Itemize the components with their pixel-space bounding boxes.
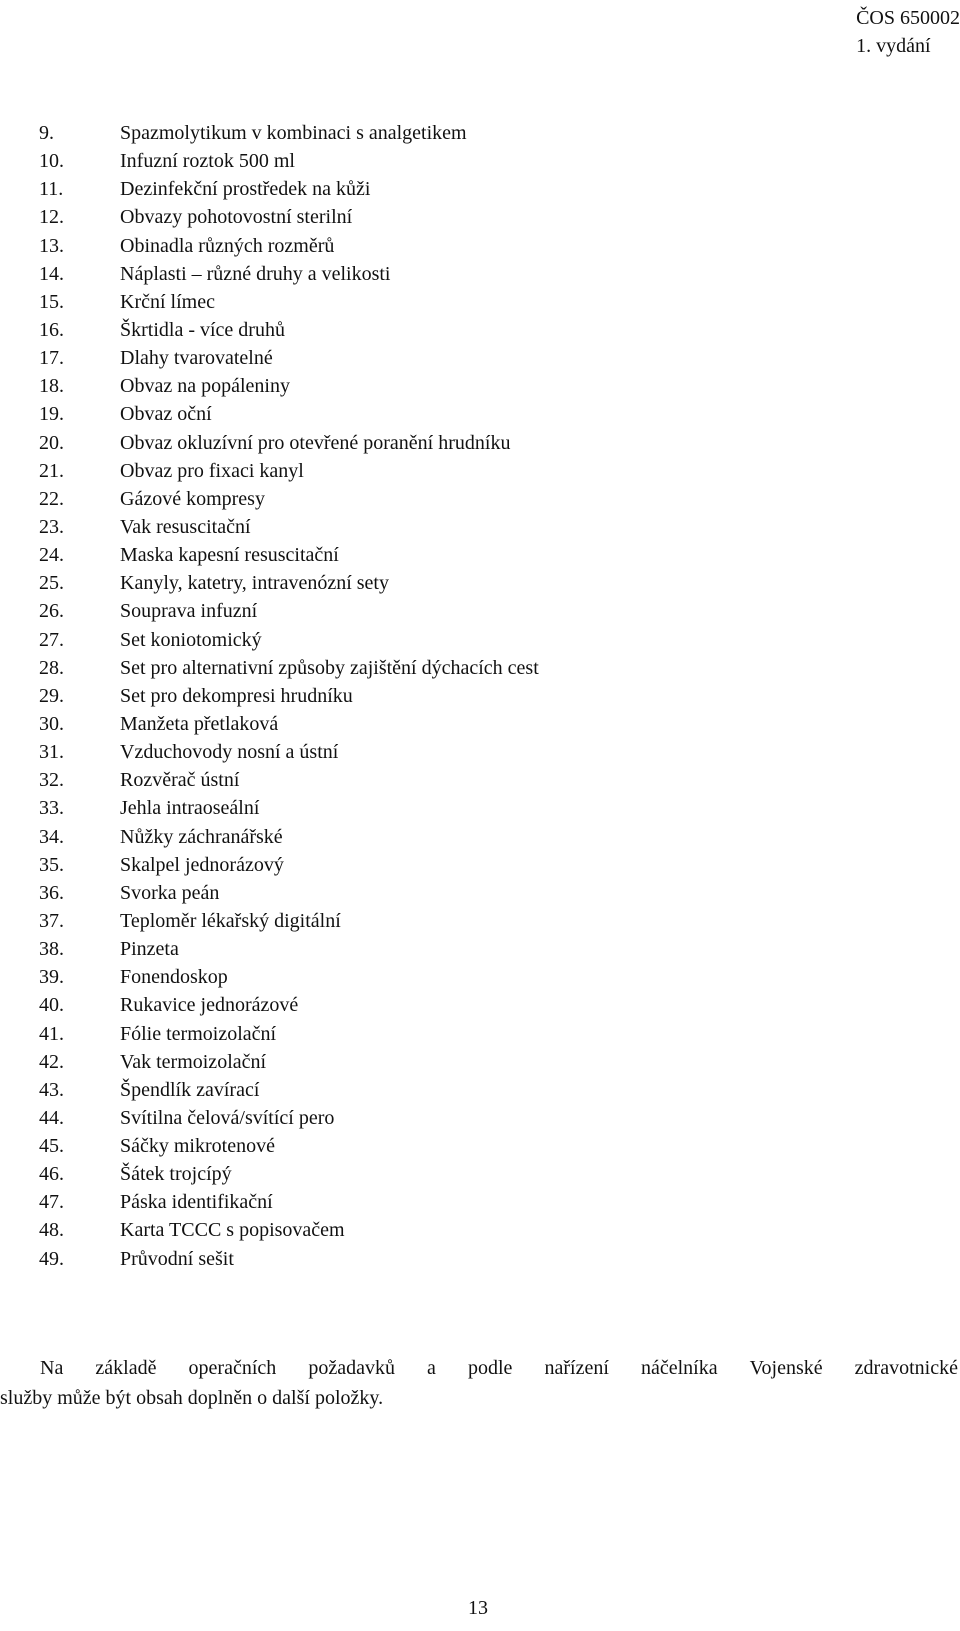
list-item [39,316,539,344]
edition-label: 1. vydání [856,35,931,57]
item-text: Obvaz oční [120,403,212,426]
note-word: operačních [188,1357,277,1379]
item-text: Fonendoskop [120,966,228,989]
page-number: 13 [468,1597,488,1619]
list-item [39,963,539,991]
item-number: 48. [39,1219,64,1242]
list-item [39,1132,539,1160]
list-item [39,794,539,822]
note-word: zdravotnické [854,1357,958,1379]
list-item [39,710,539,738]
item-number: 13. [39,234,64,257]
list-item [39,372,539,400]
item-number: 18. [39,375,64,398]
standard-code: ČOS 650002 [856,7,960,29]
item-text: Kanyly, katetry, intravenózní sety [120,572,389,595]
item-number: 37. [39,909,64,932]
item-number: 36. [39,881,64,904]
item-number: 19. [39,403,64,426]
list-item [39,682,539,710]
item-number: 9. [39,122,54,144]
item-text: Náplasti – různé druhy a velikosti [120,262,391,285]
item-text: Průvodní sešit [120,1247,234,1270]
item-number: 21. [39,459,64,482]
list-item [39,738,539,766]
item-number: 38. [39,938,64,961]
item-text: Páska identifikační [120,1191,273,1214]
item-number: 20. [39,431,64,454]
list-item [39,1076,539,1104]
note-word: základě [95,1357,157,1379]
list-item [39,457,539,485]
item-number: 10. [39,150,64,173]
note-word: podle [467,1357,513,1379]
list-item [39,175,539,203]
item-number: 23. [39,515,64,538]
equipment-list [39,119,539,1273]
item-number: 42. [39,1050,64,1073]
list-item [39,203,539,231]
item-number: 40. [39,994,64,1017]
list-item [39,288,539,316]
note-word: požadavků [308,1357,395,1379]
item-text: Dezinfekční prostředek na kůži [120,178,371,201]
list-item [39,485,539,513]
item-text: Karta TCCC s popisovačem [120,1219,345,1242]
item-number: 30. [39,712,64,735]
item-text: Skalpel jednorázový [120,853,284,876]
item-number: 22. [39,487,64,510]
item-number: 29. [39,684,64,707]
item-number: 41. [39,1022,64,1045]
item-text: Infuzní roztok 500 ml [120,150,295,173]
item-text: Nůžky záchranářské [120,825,283,848]
item-number: 32. [39,769,64,792]
item-text: Obvaz okluzívní pro otevřené poranění hrudníku [120,431,511,454]
closing-note [0,1353,960,1413]
list-item [39,344,539,372]
note-word: Na [40,1357,64,1379]
list-item [39,935,539,963]
note-word: Vojenské [749,1357,823,1379]
item-number: 46. [39,1163,64,1186]
item-text: Vzduchovody nosní a ústní [120,741,339,764]
item-number: 25. [39,572,64,595]
item-text: Pinzeta [120,938,179,961]
item-text: Spazmolytikum v kombinaci s analgetikem [120,122,467,144]
item-text: Teploměr lékařský digitální [120,909,341,932]
item-text: Vak termoizolační [120,1050,267,1073]
item-text: Set pro alternativní způsoby zajištění dýchacích cest [120,656,539,679]
list-item [39,851,539,879]
item-text: Svorka peán [120,881,220,904]
item-text: Jehla intraoseální [120,797,260,820]
item-number: 44. [39,1106,64,1129]
list-item [39,1245,539,1273]
list-item [39,1048,539,1076]
list-item [39,626,539,654]
item-number: 26. [39,600,64,623]
list-item [39,1216,539,1244]
item-text: Šátek trojcípý [120,1163,232,1186]
item-number: 16. [39,318,64,341]
document-header [856,4,960,60]
list-item [39,1160,539,1188]
item-number: 39. [39,966,64,989]
list-item [39,991,539,1019]
note-word: nařízení [544,1357,609,1379]
item-number: 14. [39,262,64,285]
item-number: 43. [39,1078,64,1101]
list-item [39,1188,539,1216]
item-text: Svítilna čelová/svítící pero [120,1106,335,1129]
item-number: 49. [39,1247,64,1270]
item-number: 12. [39,206,64,229]
list-item [39,823,539,851]
item-text: Obvazy pohotovostní sterilní [120,206,353,229]
item-text: Škrtidla - více druhů [120,318,285,341]
list-item [39,147,539,175]
item-number: 11. [39,178,64,201]
list-item [39,513,539,541]
item-number: 24. [39,544,64,567]
list-item [39,119,539,147]
item-number: 33. [39,797,64,820]
item-text: Set koniotomický [120,628,262,651]
item-number: 45. [39,1135,64,1158]
note-line-1 [0,1353,960,1383]
list-item [39,260,539,288]
list-item [39,879,539,907]
list-item [39,907,539,935]
item-number: 17. [39,347,64,370]
item-text: Maska kapesní resuscitační [120,544,339,567]
item-text: Set pro dekompresi hrudníku [120,684,353,707]
item-number: 47. [39,1191,64,1214]
item-text: Rukavice jednorázové [120,994,299,1017]
item-number: 28. [39,656,64,679]
item-text: Krční límec [120,290,215,313]
note-word: a [427,1357,436,1379]
item-number: 35. [39,853,64,876]
item-text: Manžeta přetlaková [120,712,279,735]
list-item [39,766,539,794]
item-text: Gázové kompresy [120,487,265,510]
item-text: Souprava infuzní [120,600,258,623]
item-text: Obvaz pro fixaci kanyl [120,459,304,482]
note-word: náčelníka [640,1357,718,1379]
list-item [39,569,539,597]
list-item [39,654,539,682]
item-text: Fólie termoizolační [120,1022,277,1045]
list-item [39,429,539,457]
list-item [39,1020,539,1048]
item-text: Obvaz na popáleniny [120,375,290,398]
item-text: Špendlík zavírací [120,1078,260,1101]
item-text: Sáčky mikrotenové [120,1135,275,1158]
list-item [39,541,539,569]
item-number: 15. [39,290,64,313]
item-number: 27. [39,628,64,651]
item-text: Rozvěrač ústní [120,769,240,792]
item-number: 31. [39,741,64,764]
item-text: Obinadla různých rozměrů [120,234,335,257]
item-text: Vak resuscitační [120,515,251,538]
list-item [39,597,539,625]
list-item [39,232,539,260]
item-text: Dlahy tvarovatelné [120,347,273,370]
note-line-2: služby může být obsah doplněn o další položky. [0,1387,384,1409]
list-item [39,1104,539,1132]
item-number: 34. [39,825,64,848]
list-item [39,400,539,428]
